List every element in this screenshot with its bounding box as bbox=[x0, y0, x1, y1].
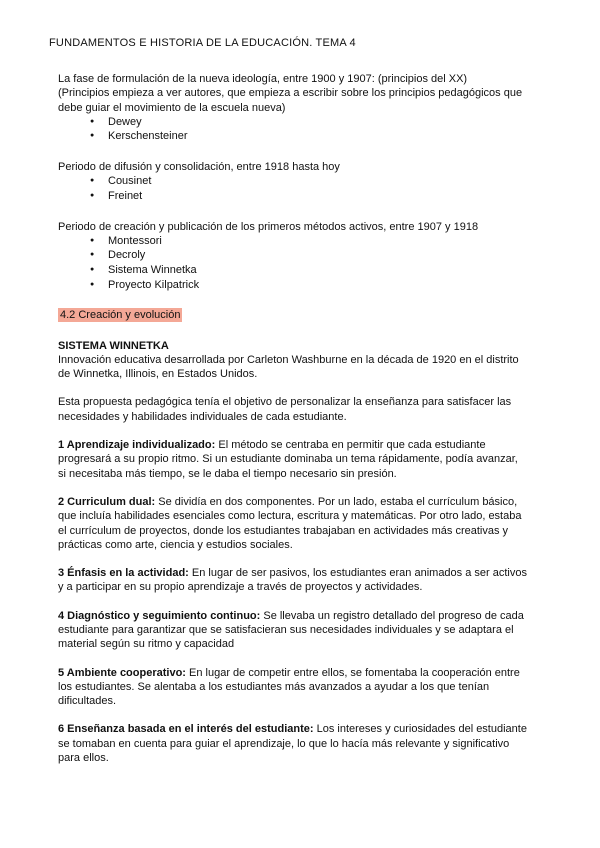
document-body bbox=[58, 72, 528, 765]
winnetka-intro: Innovación educativa desarrollada por Carleton Washburne en la década de 1920 en el distrito de Winnetka, Illinois, en Estados Unidos. bbox=[58, 353, 519, 381]
point-lead: 5 Ambiente cooperativo: bbox=[58, 666, 186, 679]
winnetka-point-6 bbox=[58, 722, 528, 765]
point-lead: 3 Énfasis en la actividad: bbox=[58, 567, 189, 580]
list-item: ● Cousinet bbox=[108, 174, 528, 189]
period-1-list bbox=[58, 115, 528, 144]
point-text: En lugar de competir entre ellos, se fomentaba la cooperación entre los estudiantes. Se alentaba a los estudiantes más avanzados a ayudar a los que tenían dificultades. bbox=[58, 666, 520, 708]
point-lead: 1 Aprendizaje individualizado: bbox=[58, 439, 216, 452]
period-1-title: La fase de formulación de la nueva ideología, entre 1900 y 1907: (principios del XX) bbox=[58, 73, 468, 85]
period-2-list bbox=[58, 174, 528, 203]
winnetka-point-4 bbox=[58, 609, 528, 652]
list-item: ● Kerschensteiner bbox=[108, 129, 528, 144]
section-heading-wrapper bbox=[58, 308, 528, 322]
point-text: Los intereses y curiosidades del estudiante se tomaban en cuenta para guiar el aprendizaje, lo que lo hacía más relevante y significativo para ellos. bbox=[58, 723, 527, 765]
page-header: FUNDAMENTOS E HISTORIA DE LA EDUCACIÓN. TEMA 4 bbox=[49, 37, 356, 49]
winnetka-point-3 bbox=[58, 566, 528, 595]
point-text: En lugar de ser pasivos, los estudiantes eran animados a ser activos y a participar en su propio aprendizaje a través de proyectos y actividades. bbox=[58, 567, 527, 594]
point-lead: 6 Enseñanza basada en el interés del estudiante: bbox=[58, 723, 314, 736]
point-text: Se llevaba un registro detallado del progreso de cada estudiante para garantizar que se satisfacieran sus necesidades individuales y se adaptara el material según su ritmo y capacidad bbox=[58, 609, 524, 651]
list-item: ● Decroly bbox=[108, 248, 528, 263]
point-text: Se dividía en dos componentes. Por un lado, estaba el currículum básico, que incluía habilidades esenciales como lectura, escritura y matemáticas. Por otro lado, estaba el currículum de proyectos, donde los estudiantes trabajaban en actividades más creativas y prácticas como arte, ciencia y estudios sociales. bbox=[58, 495, 522, 551]
list-item: ● Sistema Winnetka bbox=[108, 263, 528, 278]
list-item: ● Montessori bbox=[108, 234, 528, 249]
list-item: ● Freinet bbox=[108, 189, 528, 204]
point-lead: 2 Curriculum dual: bbox=[58, 495, 156, 508]
list-item: ● Dewey bbox=[108, 115, 528, 130]
period-1-note: (Principios empieza a ver autores, que empieza a escribir sobre los principios pedagógicos que debe guiar el movimiento de la escuela nueva) bbox=[58, 87, 523, 114]
period-2-title: Periodo de difusión y consolidación, entre 1918 hasta hoy bbox=[58, 161, 340, 174]
winnetka-point-5 bbox=[58, 666, 528, 709]
period-3-list bbox=[58, 234, 528, 292]
point-text: El método se centraba en permitir que cada estudiante progresará a su propio ritmo. Si un estudiante dominaba un tema rápidamente, podía avanzar, si necesitaba más tiempo, se le daba el tiempo necesario sin presión. bbox=[58, 439, 518, 480]
winnetka-title: SISTEMA WINNETKA bbox=[58, 339, 169, 352]
winnetka-point-1 bbox=[58, 438, 528, 481]
winnetka-purpose: Esta propuesta pedagógica tenía el objetivo de personalizar la enseñanza para satisfacer las necesidades y habilidades individuales de cada estudiante. bbox=[58, 396, 512, 423]
period-3-title: Periodo de creación y publicación de los primeros métodos activos, entre 1907 y 1918 bbox=[58, 220, 479, 233]
point-lead: 4 Diagnóstico y seguimiento continuo: bbox=[58, 609, 261, 622]
list-item: ● Proyecto Kilpatrick bbox=[108, 278, 528, 293]
section-heading: 4.2 Creación y evolución bbox=[60, 309, 181, 322]
winnetka-point-2 bbox=[58, 495, 528, 552]
